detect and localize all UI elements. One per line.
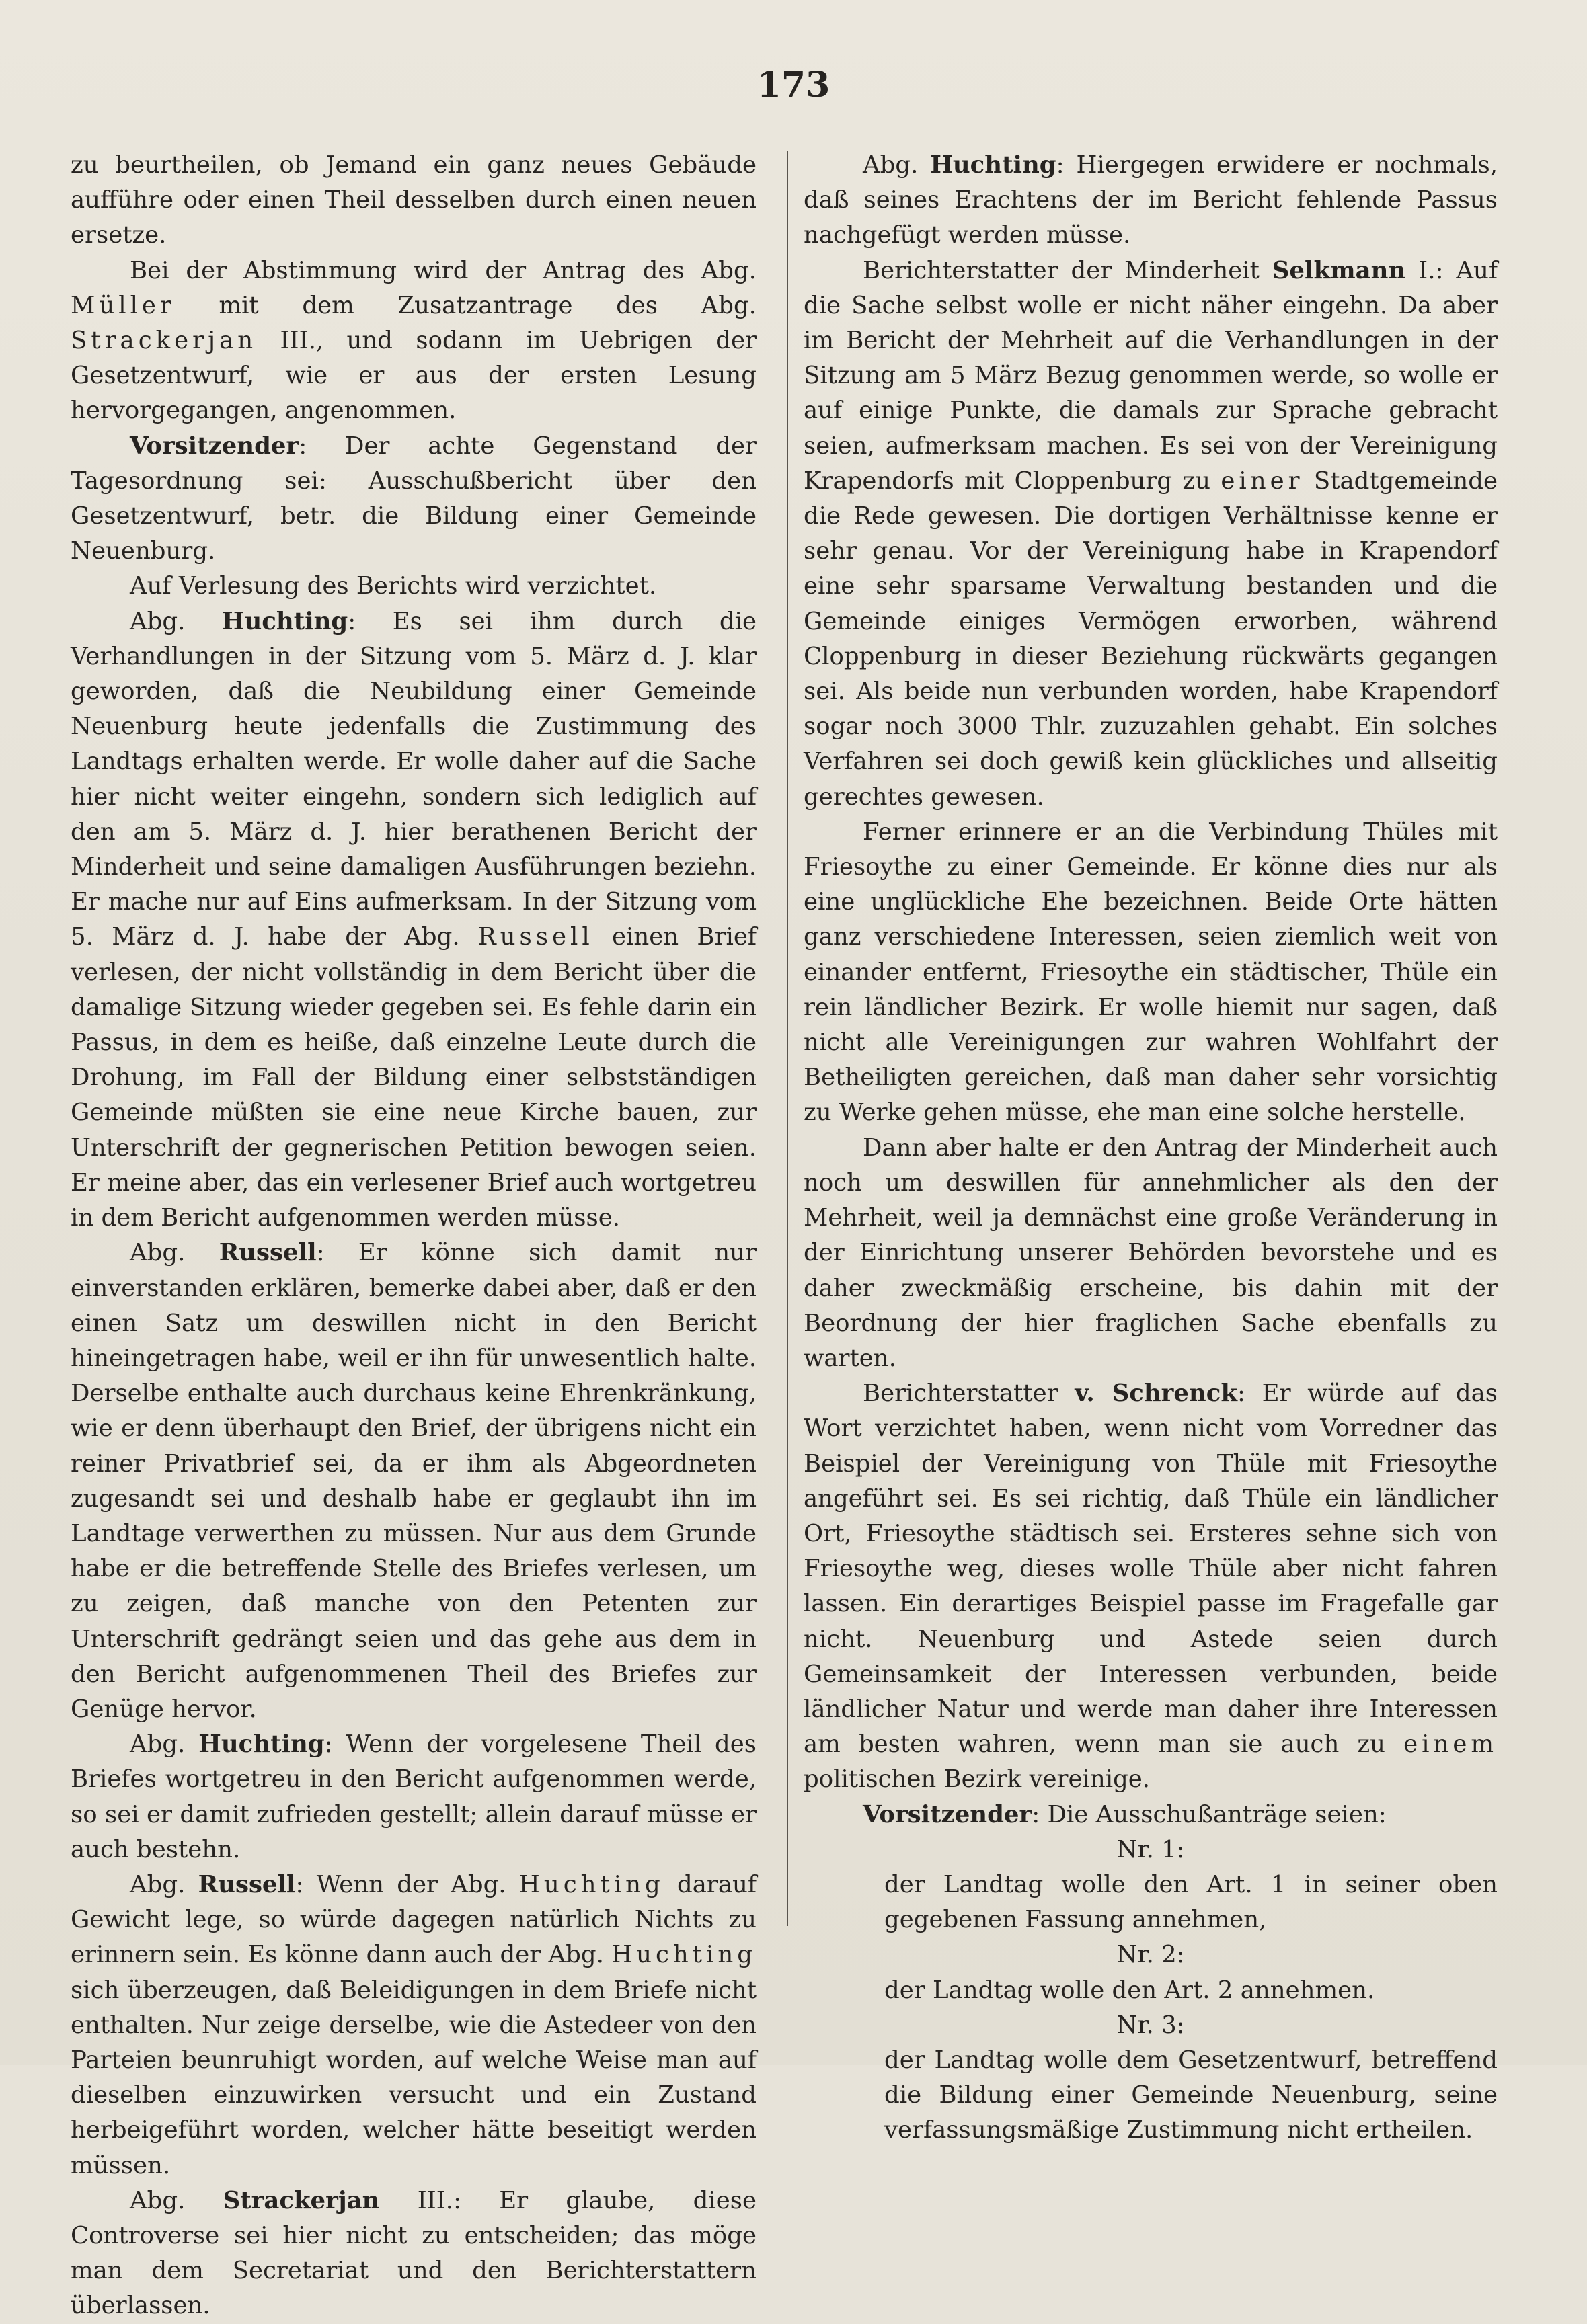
paragraph-text: Ferner erinnere er an die Verbindung Thüles mit Friesoythe zu einer Gemeinde. Er könne dies nur als eine unglückliche Ehe bezeichnen. Beide Orte hätten ganz verschiedene Interessen, seien ziemlich weit von einander entfernt, Friesoythe ein städtischer, Thüle ein rein ländlicher Bezirk. Er wolle hiemit nur sagen, daß nicht alle Vereinigungen zur wahren Wohlfahrt der Betheiligten gereichen, daß man daher sehr vorsichtig zu Werke gehen müsse, ehe man eine solche herstelle. xyxy=(804,817,1498,1127)
speaker-name: Russell xyxy=(219,1239,317,1267)
speaker-name: Russell xyxy=(198,1870,296,1898)
motion-text: der Landtag wolle den Art. 2 annehmen. xyxy=(884,1976,1375,2004)
speaker-name: Strackerjan xyxy=(223,2186,380,2214)
paragraph-text: sich überzeugen, daß Beleidigungen in dem Briefe nicht enthalten. Nur zeige derselbe, wie die Astedeer von den Parteien beunruhigt worden, auf welche Weise man auf dieselben einzuwirken versucht und ein Zustand herbeigeführt worden, welcher hätte beseitigt werden müssen. xyxy=(71,1976,757,2179)
paragraph xyxy=(804,1798,1498,1833)
paragraph-text: mit dem Zusatzantrage des Abg. xyxy=(175,291,757,319)
paragraph xyxy=(71,2183,757,2324)
column-divider xyxy=(787,151,788,1926)
motion-number: Nr. 2: xyxy=(1116,1941,1185,1969)
paragraph xyxy=(71,1727,757,1868)
page-number: 173 xyxy=(757,65,830,106)
left-column xyxy=(71,148,757,2324)
spaced-name: Huchting xyxy=(518,1870,664,1898)
speaker-name: Vorsitzender xyxy=(130,432,299,460)
paragraph-text: einen Brief verlesen, der nicht vollständig in dem Bericht über die damalige Sitzung wieder gegeben sei. Es fehle darin ein Passus, in dem es heiße, daß einzelne Leute durch die Drohung, im Fall der Bildung einer selbstständigen Gemeinde müßten sie eine neue Kirche bauen, zur Unterschrift der gegnerischen Petition bewogen seien. Er meine aber, das ein verlesener Brief auch wortgetreu in dem Bericht aufgenommen werden müsse. xyxy=(71,923,757,1232)
speaker-name: Huchting xyxy=(198,1730,325,1759)
spaced-name: Huchting xyxy=(611,1941,757,1969)
paragraph-text: : Hiergegen erwidere er nochmals, daß seines Erachtens der im Bericht fehlende Passus nachgefügt werden müsse. xyxy=(804,151,1498,249)
motion-number: Nr. 1: xyxy=(1116,1835,1185,1864)
paragraph xyxy=(804,1131,1498,1376)
paragraph-text: darauf Gewicht lege, so würde dagegen natürlich Nichts zu erinnern sein. Es könne dann auch der Abg. xyxy=(71,1870,757,1969)
speaker-name: Selkmann xyxy=(1272,256,1406,284)
right-column-paragraphs xyxy=(804,148,1498,1833)
paragraph-text: : Wenn der vorgelesene Theil des Briefes wortgetreu in den Bericht aufgenommen werde, so sei er damit zufrieden gestellt; allein darauf müsse er auch bestehn. xyxy=(71,1730,757,1864)
paragraph xyxy=(804,1376,1498,1797)
paragraph-text: Abg. xyxy=(863,151,931,179)
paragraph-text: III., und sodann im Uebrigen der Gesetzentwurf, wie er aus der ersten Lesung hervorgegangen, angenommen. xyxy=(71,327,757,425)
paragraph xyxy=(804,148,1498,253)
paragraph-text: Abg. xyxy=(130,607,222,635)
paragraph xyxy=(804,253,1498,815)
paragraph-text: : Wenn der Abg. xyxy=(295,1870,519,1898)
paragraph-text: I.: Auf die Sache selbst wolle er nicht näher eingehn. Da aber im Bericht der Mehrheit auf die Verhandlungen in der Sitzung am 5 März Bezug genommen werde, so wolle er auf einige Punkte, die damals zur Sprache gebracht seien, aufmerksam machen. Es sei von der Vereinigung Krapendorfs mit Cloppenburg zu xyxy=(804,256,1498,495)
spaced-name: einem xyxy=(1403,1730,1498,1759)
motion-number: Nr. 3: xyxy=(1116,2011,1185,2039)
right-column xyxy=(804,148,1498,2149)
paragraph-text: Dann aber halte er den Antrag der Minderheit auch noch um deswillen für annehmlicher als den der Mehrheit, weil ja demnächst eine große Veränderung in der Einrichtung unserer Behörden bevorstehe und es daher zweckmäßig erscheine, bis dahin mit der Beordnung der hier fraglichen Sache ebenfalls zu warten. xyxy=(804,1133,1498,1372)
paragraph xyxy=(71,1236,757,1727)
paragraph xyxy=(71,253,757,429)
paragraph-text: : Der achte Gegenstand der Tagesordnung sei: Ausschußbericht über den Gesetzentwurf, betr. die Bildung einer Gemeinde Neuenburg. xyxy=(71,432,757,565)
paragraph-text: : Er könne sich damit nur einverstanden erklären, bemerke dabei aber, daß er den einen Satz um deswillen nicht in den Bericht hineingetragen habe, weil er ihn für unwesentlich halte. Derselbe enthalte auch durchaus keine Ehrenkränkung, wie er denn überhaupt den Brief, der übrigens nicht ein reiner Privatbrief sei, da er ihm als Abgeordneten zugesandt sei und deshalb habe er geglaubt ihn im Landtage verwerthen zu müssen. Nur aus dem Grunde habe er die betreffende Stelle des Briefes verlesen, um zu zeigen, daß manche von den Petenten zur Unterschrift gedrängt seien und das gehe aus dem in den Bericht aufgenommenen Theil des Briefes zur Genüge hervor. xyxy=(71,1239,757,1723)
spaced-name: Strackerjan xyxy=(71,327,258,355)
paragraph-text: Abg. xyxy=(130,1239,219,1267)
paragraph-text: : Es sei ihm durch die Verhandlungen in der Sitzung vom 5. März d. J. klar geworden, daß die Neubildung einer Gemeinde Neuenburg heute jedenfalls die Zustimmung des Landtags erhalten werde. Er wolle daher auf die Sache hier nicht weiter eingehn, sondern sich lediglich auf den am 5. März d. J. hier berathenen Bericht der Minderheit und seine damaligen Ausführungen beziehn. Er mache nur auf Eins aufmerksam. In der Sitzung vom 5. März d. J. habe der Abg. xyxy=(71,607,757,951)
paragraph xyxy=(71,148,757,253)
speaker-name: Huchting xyxy=(930,151,1056,179)
paragraph-text: Abg. xyxy=(130,1870,198,1898)
paragraph-text: Berichterstatter xyxy=(863,1379,1075,1408)
paragraph-text: Berichterstatter der Minderheit xyxy=(863,256,1272,284)
paragraph-text: Abg. xyxy=(130,2186,223,2214)
paragraph-text: zu beurtheilen, ob Jemand ein ganz neues Gebäude aufführe oder einen Theil desselben durch einen neuen ersetze. xyxy=(71,151,757,249)
paragraph-text: III.: Er glaube, diese Controverse sei hier nicht zu entscheiden; das möge man dem Secretariat und den Berichterstattern überlassen. xyxy=(71,2186,757,2320)
paragraph-text: politischen Bezirk vereinige. xyxy=(804,1765,1151,1794)
speaker-name: Huchting xyxy=(221,607,348,635)
paragraph-text: : Er würde auf das Wort verzichtet haben, wenn nicht vom Vorredner das Beispiel der Vereinigung von Thüle mit Friesoythe angeführt sei. Es sei richtig, daß Thüle ein ländlicher Ort, Friesoythe städtisch sei. Ersteres sehne sich von Friesoythe weg, dieses wolle Thüle aber nicht fahren lassen. Ein derartiges Beispiel passe im Fragefalle gar nicht. Neuenburg und Astede seien durch Gemeinsamkeit der Interessen verbunden, beide ländlicher Natur und werde man daher ihre Interessen am besten wahren, wenn man sie auch zu xyxy=(804,1379,1498,1759)
paragraph xyxy=(71,569,757,604)
speaker-name: Vorsitzender xyxy=(863,1800,1032,1829)
paragraph xyxy=(71,604,757,1236)
speaker-name: v. Schrenck xyxy=(1075,1379,1237,1408)
motion-text: der Landtag wolle den Art. 1 in seiner oben gegebenen Fassung annehmen, xyxy=(884,1870,1498,1934)
paragraph xyxy=(71,1868,757,2183)
spaced-name: Russell xyxy=(477,923,594,951)
paragraph-text: Auf Verlesung des Berichts wird verzichtet. xyxy=(130,572,657,600)
paragraph xyxy=(804,815,1498,1131)
paragraph-text: Bei der Abstimmung wird der Antrag des Abg. xyxy=(130,256,757,284)
motion-text: der Landtag wolle dem Gesetzentwurf, betreffend die Bildung einer Gemeinde Neuenburg, seine verfassungsmäßige Zustimmung nicht ertheilen. xyxy=(884,2046,1498,2145)
motions-list xyxy=(804,1833,1498,2149)
paragraph xyxy=(71,429,757,569)
paragraph-text: Stadtgemeinde die Rede gewesen. Die dortigen Verhältnisse kenne er sehr genau. Vor der Vereinigung habe in Krapendorf eine sehr sparsame Verwaltung bestanden und die Gemeinde einiges Vermögen erworben, während Cloppenburg in dieser Beziehung rückwärts gegangen sei. Als beide nun verbunden worden, habe Krapendorf sogar noch 3000 Thlr. zuzuzahlen gehabt. Ein solches Verfahren sei doch gewiß kein glückliches und allseitig gerechtes gewesen. xyxy=(804,467,1498,811)
paragraph-text: Abg. xyxy=(130,1730,199,1759)
spaced-name: Müller xyxy=(71,291,176,319)
spaced-name: einer xyxy=(1221,467,1304,495)
paragraph-text: : Die Ausschußanträge seien: xyxy=(1032,1800,1387,1829)
